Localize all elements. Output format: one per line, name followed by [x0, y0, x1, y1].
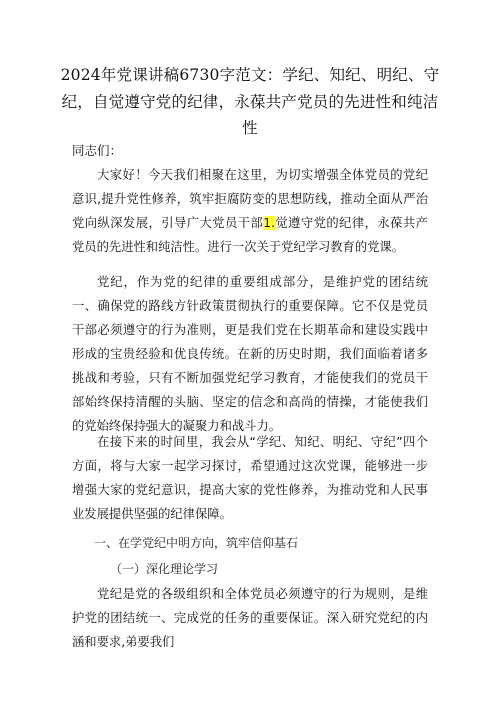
- subsection-heading-1: （一）深化理论学习: [110, 562, 219, 576]
- paragraph-outline: 在接下来的时间里，我会从“学纪、知纪、明纪、守纪”四个方面，将与大家一起学习探讨，希望通过这次党课，能够进一步增强大家的党纪意识，提高大家的党性修养，为推动党和人民事业发展提供坚强的纪律保障。: [72, 435, 428, 521]
- paragraph-theory: 党纪是党的各级组织和全体党员必须遵守的行为规则，是维护党的团结统一、完成党的任务的重要保证。深入研究党纪的内涵和要求,弟要我们: [72, 587, 428, 649]
- paragraph-discipline: 党纪，作为党的纪律的重要组成部分，是维护党的团结统一、确保党的路线方针政策贯彻执行的重要保障。它不仅是党员干部必须遵守的行为准则，更是我们党在长期革命和建设实践中形成的宝贵经验和优良传统。在新的历史时期，我们面临着诸多挑战和考验，只有不断加强党纪学习教育，才能使我们的党员干部始终保持清醒的头脑、坚定的信念和高尚的情操，才能使我们的党始终保持强大的凝聚力和战斗力。: [72, 275, 428, 433]
- paragraph-intro-text-1: 大家好！今天我们相聚在这里，为切实增强全体党员的党纪意识,提升党性修养，筑牢拒腐防变的思想防线，推动全面从严治党向纵深发展，引导广大党员干部: [72, 168, 428, 230]
- salutation: 同志们：: [72, 143, 123, 158]
- paragraph-intro-text-2: 觉遵守党的纪律，永葆共产党员的先进性和纯洁性。进行一次关于党纪学习教育的党课。: [72, 216, 428, 254]
- section-heading-1: 一、在学党纪中明方向，筑牢信仰基石: [94, 536, 299, 550]
- highlighted-text: 1.: [263, 216, 275, 230]
- document-title: 2024年党课讲稿6730字范文：学纪、知纪、明纪、守纪，自觉遵守党的纪律，永葆共产党员的先进性和纯洁性: [60, 66, 440, 137]
- paragraph-intro: [72, 163, 428, 259]
